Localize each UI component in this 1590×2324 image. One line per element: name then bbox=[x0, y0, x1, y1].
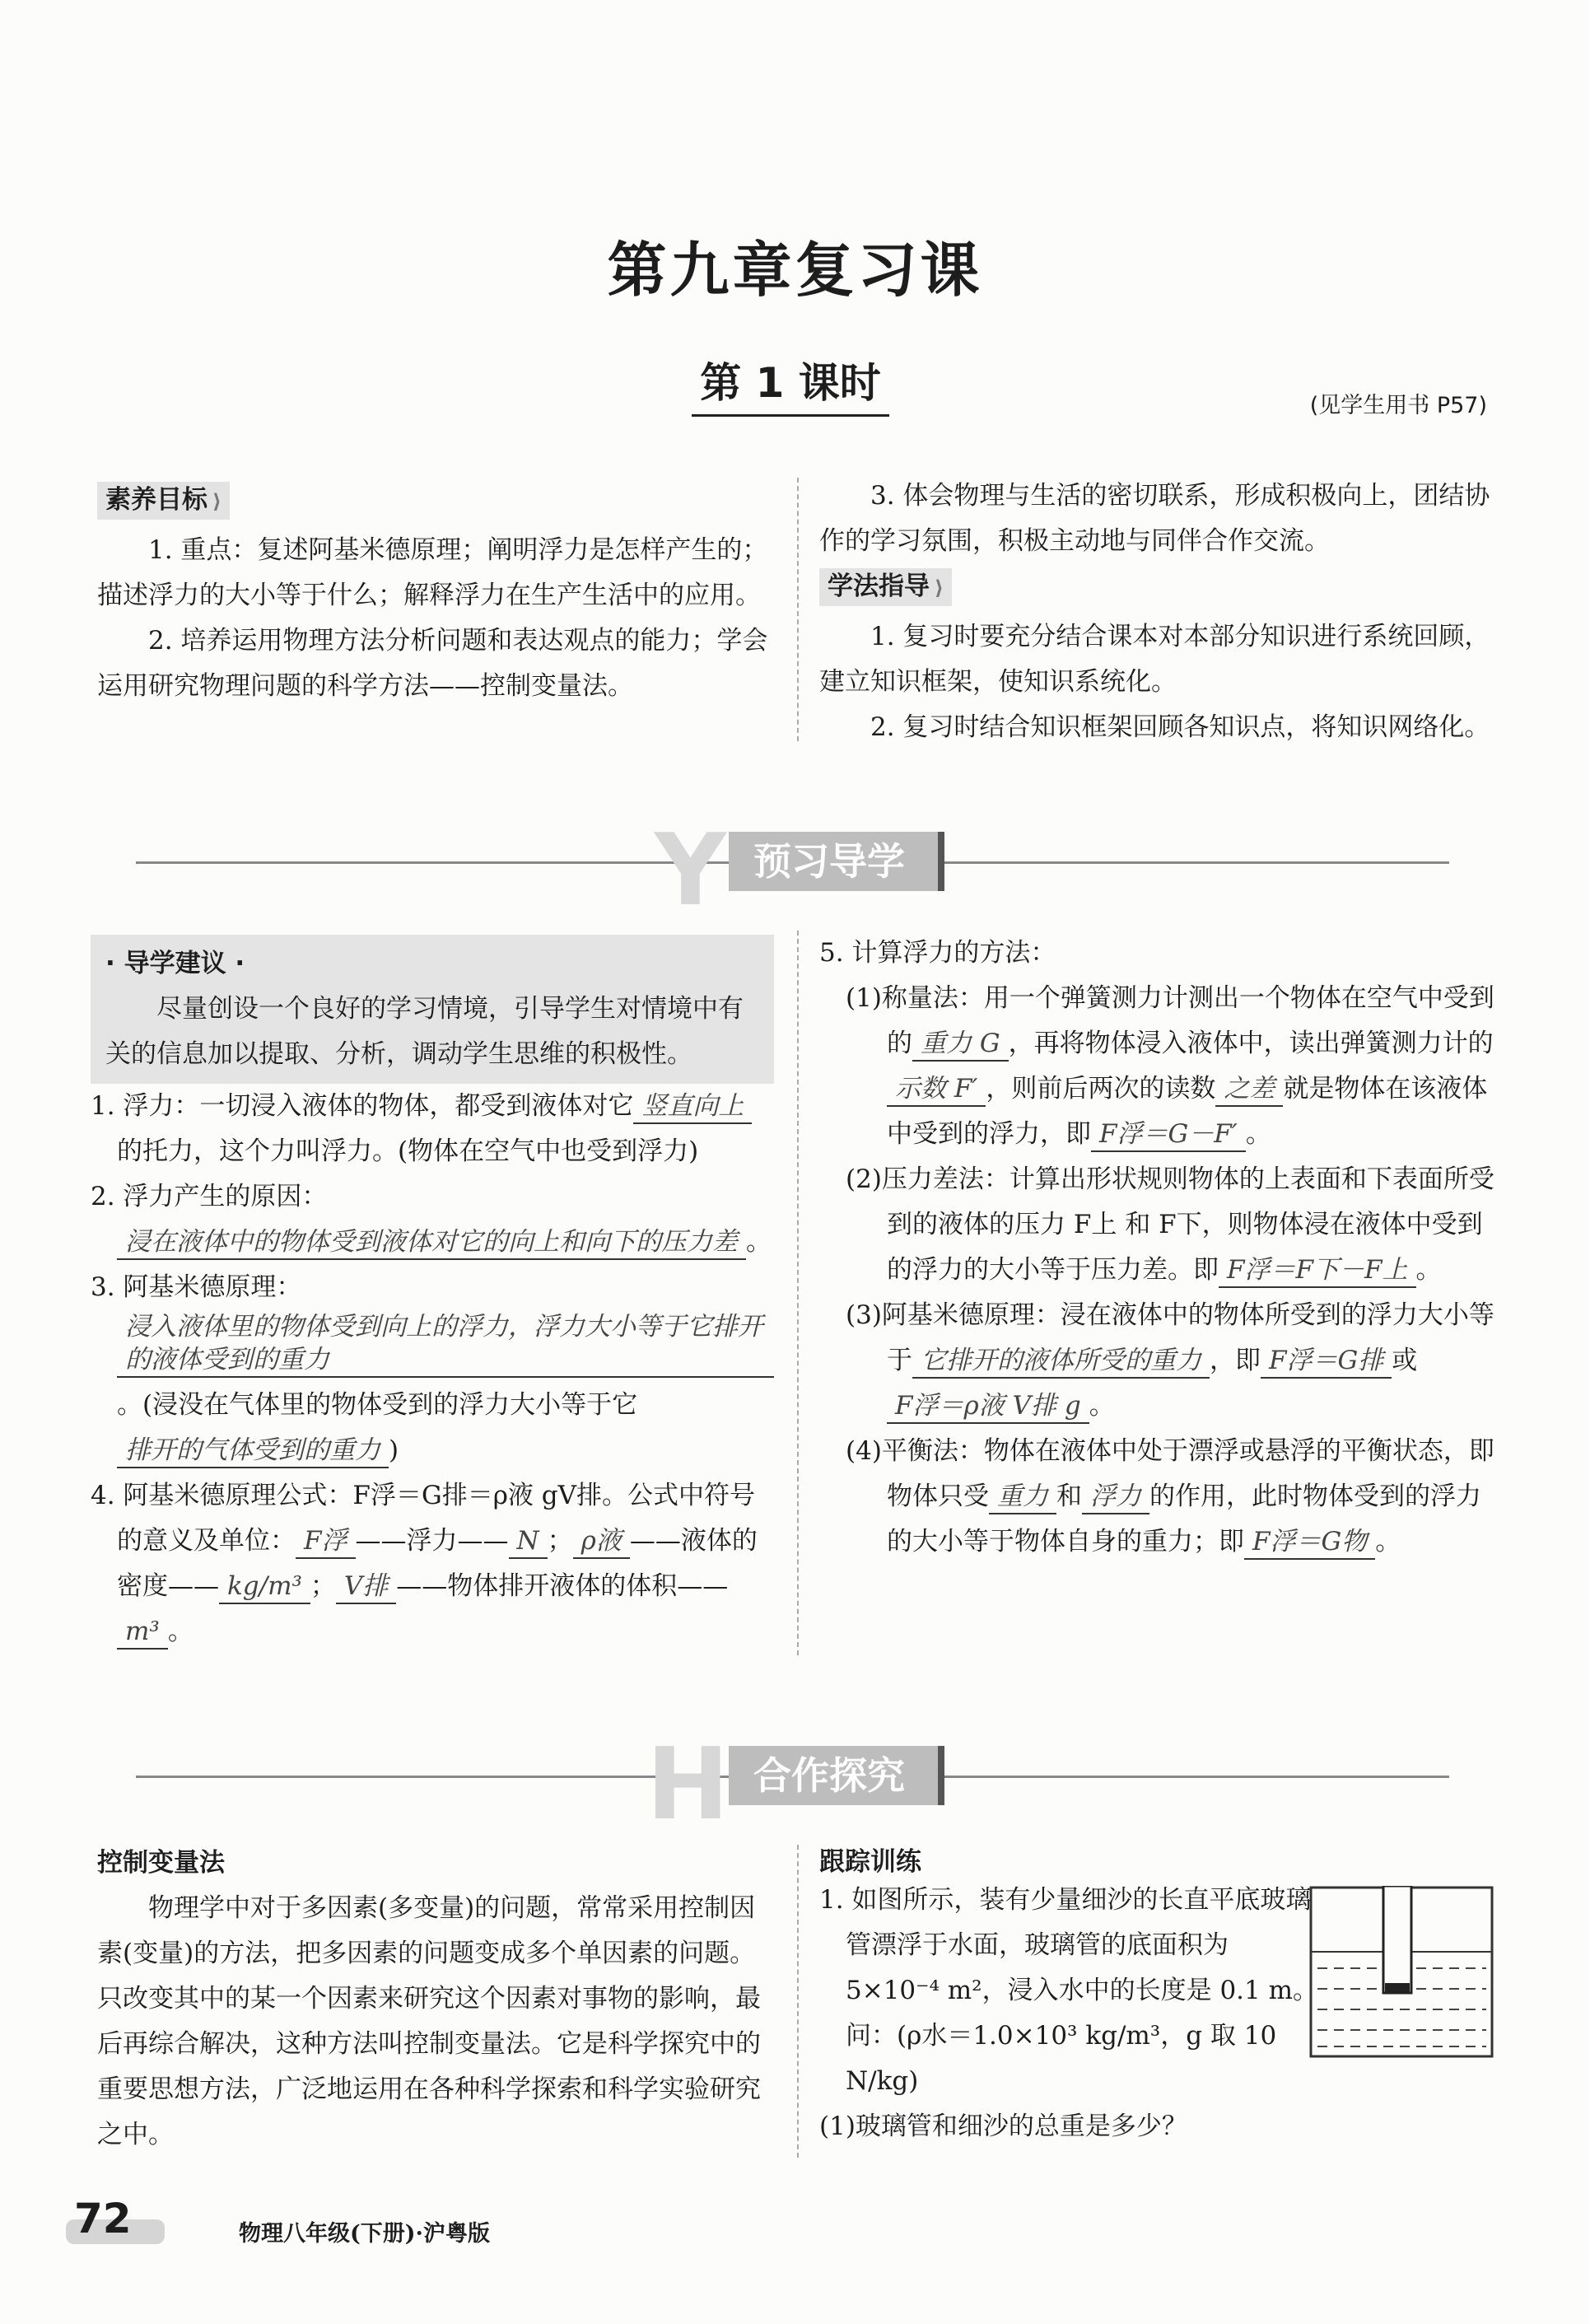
goal-1: 1. 重点：复述阿基米德原理；阐明浮力是怎样产生的；描述浮力的大小等于什么；解释浮力在生产生活中的应用。 bbox=[97, 535, 768, 610]
band-letter: Y bbox=[655, 814, 726, 928]
method-2: 2. 复习时结合知识框架回顾各知识点，将知识网络化。 bbox=[870, 712, 1490, 742]
guide-box bbox=[91, 935, 774, 1084]
guide-heading: · 导学建议 · bbox=[105, 949, 245, 978]
method-tag: 学法指导 ⟩ bbox=[819, 568, 952, 606]
method-balance: (4)平衡法：物体在液体中处于漂浮或悬浮的平衡状态，即物体只受 重力 和 浮力 的作用，此时物体受到的浮力的大小等于物体自身的重力；即 F浮＝G物 。 bbox=[819, 1429, 1494, 1565]
goals-block bbox=[97, 478, 772, 709]
method-weighing: (1)称量法：用一个弹簧测力计测出一个物体在空气中受到的 重力 G ，再将物体浸入液体中，读出弹簧测力计的示数 F′ ，则前后两次的读数 之差 就是物体在该液体中受到的浮力，即 F浮＝G－F′ 。 bbox=[819, 976, 1494, 1157]
item-1: 1. 浮力：一切浸入液体的物体，都受到液体对它 竖直向上的托力，这个力叫浮力。(物体在空气中也受到浮力) bbox=[91, 1084, 774, 1174]
method-archimedes: (3)阿基米德原理：浸在液体中的物体所受到的浮力大小等于 它排开的液体所受的重力 ，即 F浮＝G排 或F浮＝ρ液 V排 g 。 bbox=[819, 1293, 1494, 1429]
goal-3: 3. 体会物理与生活的密切联系，形成积极向上，团结协作的学习氛围，积极主动地与同伴合作交流。 bbox=[819, 481, 1490, 556]
arrow-icon: ⟩ bbox=[212, 490, 221, 513]
training-question-1: 1. 如图所示，装有少量细沙的长直平底玻璃管漂浮于水面，玻璃管的底面积为 5×10⁻⁴ m²，浸入水中的长度是 0.1 m。问：(ρ水＝1.0×10³ kg/m³，g 取 10 N/kg) bbox=[819, 1885, 1319, 2096]
floating-tube-figure bbox=[1309, 1886, 1494, 2059]
control-text: 物理学中对于多因素(多变量)的问题，常常采用控制因素(变量)的方法，把多因素的问题变成多个单因素的问题。只改变其中的某一个因素来研究这个因素对事物的影响，最后再综合解决，这种方法叫控制变量法。它是科学探究中的重要思想方法，广泛地运用在各种科学探索和科学实验研究之中。 bbox=[97, 1893, 761, 2149]
item-4: 4. 阿基米德原理公式：F浮＝G排＝ρ液 gV排。公式中符号的意义及单位： F浮 ——浮力—— N ； ρ液 ——液体的密度—— kg/m³ ； V排 ——物体排开液体的体积——m³ 。 bbox=[91, 1473, 774, 1654]
goal-2: 2. 培养运用物理方法分析问题和表达观点的能力；学会运用研究物理问题的科学方法——控制变量法。 bbox=[97, 626, 768, 701]
method-block bbox=[819, 474, 1494, 750]
goals-tag: 素养目标 ⟩ bbox=[97, 482, 230, 520]
training-heading: 跟踪训练 bbox=[819, 1847, 921, 1877]
guide-text: 尽量创设一个良好的学习情境，引导学生对情境中有关的信息加以提取、分析，调动学生思维的积极性。 bbox=[105, 994, 744, 1069]
method-pressure-difference: (2)压力差法：计算出形状规则物体的上表面和下表面所受到的液体的压力 F上 和 F下，则物体浸在液体中受到的浮力的大小等于压力差。即 F浮＝F下－F上 。 bbox=[819, 1157, 1494, 1293]
section-title-preview: 预习导学 bbox=[729, 832, 944, 891]
section-band-coop bbox=[136, 1728, 1449, 1842]
preview-right bbox=[819, 931, 1494, 1565]
column-divider bbox=[797, 931, 799, 1655]
method-1: 1. 复习时要充分结合课本对本部分知识进行系统回顾，建立知识框架，使知识系统化。 bbox=[819, 622, 1490, 697]
section-title-coop: 合作探究 bbox=[729, 1746, 944, 1805]
column-divider bbox=[797, 478, 799, 741]
lesson-title: 第 1 课时 bbox=[692, 350, 889, 417]
control-heading: 控制变量法 bbox=[97, 1848, 225, 1878]
item-3: 3. 阿基米德原理：浸入液体里的物体受到向上的浮力，浮力大小等于它排开的液体受到的重力。(浸没在气体里的物体受到的浮力大小等于它排开的气体受到的重力 ) bbox=[91, 1265, 774, 1473]
page-number: 72 bbox=[74, 2195, 132, 2242]
band-letter: H bbox=[646, 1728, 730, 1842]
chapter-title: 第九章复习课 bbox=[607, 236, 983, 305]
column-divider bbox=[797, 1845, 799, 2158]
book-title: 物理八年级(下册)·沪粤版 bbox=[239, 2221, 490, 2247]
arrow-icon: ⟩ bbox=[935, 576, 944, 600]
training-question-1-1: (1)玻璃管和细沙的总重是多少？ bbox=[819, 2112, 1187, 2141]
preview-left bbox=[91, 935, 774, 1654]
item-5: 5. 计算浮力的方法： bbox=[819, 938, 1056, 968]
item-2: 2. 浮力产生的原因：浸在液体中的物体受到液体对它的向上和向下的压力差 。 bbox=[91, 1174, 774, 1265]
section-band-preview bbox=[136, 814, 1449, 928]
control-variable-block bbox=[97, 1841, 772, 2158]
student-book-ref: (见学生用书 P57) bbox=[1309, 393, 1487, 418]
